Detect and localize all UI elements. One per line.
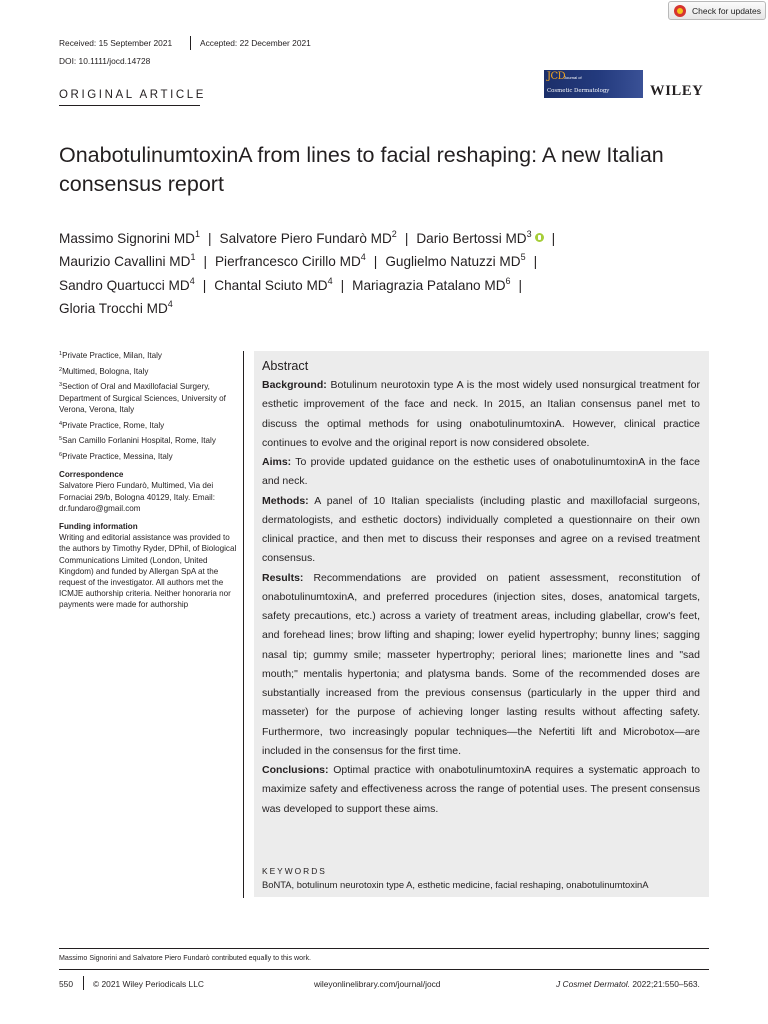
author[interactable]: Pierfrancesco Cirillo $MD^4$ [214, 252, 366, 270]
author[interactable]: Mariagrazia Patalano $MD^6$ [352, 275, 511, 293]
affiliation: $^2$Multimed, Bologna, Italy [59, 366, 149, 376]
copyright: © 2021 Wiley Periodicals LLC [93, 979, 204, 989]
doi[interactable]: DOI: 10.1111/jocd.14728 [59, 56, 151, 66]
journal-url[interactable]: wileyonlinelibrary.com/journal/jocd [314, 979, 441, 989]
crossmark-icon [674, 5, 686, 17]
accepted-date: Accepted: 22 December 2021 [200, 38, 311, 48]
side-column [59, 350, 239, 615]
page-number: 550 [59, 979, 73, 989]
author[interactable]: Sandro Quartucci $MD^4$ [59, 275, 195, 293]
affiliation: $^3$Section of Oral and Maxillofacial Surgery, Department of Surgical Sciences, University of Verona, Verona, Italy [59, 382, 226, 414]
publisher-logo[interactable]: WILEY [650, 83, 704, 99]
abstract-aims: Aims: To provide updated guidance on the esthetic uses of onabotulinumtoxinA in the face and neck. [262, 456, 700, 488]
keywords-text: BoNTA, botulinum neurotoxin type A, esthetic medicine, facial reshaping, onabotulinumtoxinA [262, 879, 649, 890]
article-type: ORIGINAL ARTICLE [59, 89, 207, 101]
footer-rule [59, 969, 709, 970]
author[interactable]: Guglielmo Natuzzi $MD^5$ [385, 252, 526, 270]
author[interactable]: Chantal Sciuto $MD^4$ [214, 275, 333, 293]
check-for-updates-label: Check for updates [692, 5, 761, 16]
abstract-conclusions: Conclusions: Optimal practice with onabotulinumtoxinA requires a systematic approach to maximize safety and effectiveness across the range of potential uses. The present consensus was developed to support these aims. [262, 764, 700, 815]
author[interactable]: Gloria Trocchi $MD^4$ [59, 299, 173, 317]
funding-heading: Funding information [59, 521, 138, 531]
author-list: Massimo Signorini $MD^1$ | Salvatore Piero Fundarò $MD^2$ | Dario Bertossi $MD^3$ | Maurizio Cavallini $MD^1$ | Pierfrancesco Cirillo $MD^4$ | Guglielmo Natuzzi $MD^5$ | Sandro Quartucci $MD^4$ | Chantal Sciuto $MD^4$ | Mariagrazia Patalano $MD^6$ | Gloria Trocchi $MD^4$ [59, 229, 556, 317]
affiliation: $^5$San Camillo Forlanini Hospital, Rome, Italy [59, 436, 216, 446]
author[interactable]: Maurizio Cavallini $MD^1$ [59, 252, 196, 270]
affiliation: $^4$Private Practice, Rome, Italy [59, 420, 165, 430]
column-divider [243, 351, 244, 898]
correspondence-text: Salvatore Piero Fundarò, Multimed, Via dei Fornaciai 29/b, Bologna 40129, Italy. Email: dr.fundaro@gmail.com [59, 481, 215, 513]
abstract-body [262, 376, 700, 819]
equal-contribution-note: Massimo Signorini and Salvatore Piero Fundarò contributed equally to this work. [59, 954, 311, 962]
author[interactable]: Dario Bertossi $MD^3$ [416, 231, 543, 246]
affiliation: $^1$Private Practice, Milan, Italy [59, 351, 162, 360]
journal-logo-small: Journal of [564, 75, 582, 80]
meta-divider [190, 36, 191, 50]
journal-logo[interactable] [544, 70, 643, 98]
orcid-icon[interactable] [535, 233, 544, 242]
footer-divider [83, 976, 84, 990]
funding-text: Writing and editorial assistance was provided to the authors by Timothy Ryder, DPhil, of Biological Communications Limited (London, United Kingdom) and funded by Allergan SpA at the request of the investigator. All authors met the ICMJE authorship criteria. Neither honoraria nor payments were made for authorship [59, 533, 237, 610]
check-for-updates-button[interactable] [668, 1, 766, 20]
received-date: Received: 15 September 2021 [59, 38, 173, 48]
abstract-results: Results: Recommendations are provided on patient assessment, reconstitution of onabotulinumtoxinA, and preferred procedures (injection sites, doses, anatomical targets, safety precautions, etc.) across a variety of treatment areas, including glabellar, crow's feet, and forehead lines; brow lifting and shaping; lower eyelid hypertrophy; bunny lines; sagging nasal tip; gummy smile; masseter hypertrophy; perioral lines; marionette lines and "sad mouth;" mentalis hypertonia; and platysma bands. Some of the recommended doses are substantially increased from the previous consensus (particularly in the upper third and masseter) for the purpose of achieving longer lasting results without affecting safety. Furthermore, two increasingly popular techniques—the Nefertiti lift and Microbotox—are included in the consensus for the first time. [262, 571, 700, 757]
abstract-methods: Methods: A panel of 10 Italian specialists (including plastic and maxillofacial surgeons, dermatologists, and esthetic doctors) individually completed a questionnaire on their own clinical practice, and then met to discuss their responses and agree on a revised treatment consensus. [262, 494, 700, 565]
author[interactable]: Salvatore Piero Fundarò $MD^2$ [219, 229, 397, 246]
affiliation: $^6$Private Practice, Messina, Italy [59, 451, 173, 461]
author[interactable]: Massimo Signorini $MD^1$ [59, 229, 200, 246]
keywords-heading: KEYWORDS [262, 866, 327, 876]
abstract-heading: Abstract [262, 359, 309, 373]
correspondence-heading: Correspondence [59, 470, 124, 480]
footnote-rule [59, 948, 709, 949]
abstract-background: Background: Botulinum neurotoxin type A is the most widely used nonsurgical treatment for esthetic improvement of the face and neck. In 2015, an Italian consensus panel met to discuss the optimal methods for using onabotulinumtoxinA. However, clinical practice continues to evolve and the original report is now considered obsolete. [262, 379, 700, 449]
journal-logo-mark: JCD [547, 71, 566, 82]
article-title: OnabotulinumtoxinA from lines to facial reshaping: A new Italian consensus report [59, 143, 664, 196]
citation: J Cosmet Dermatol. 2022;21:550–563. [556, 979, 700, 989]
journal-logo-name: Cosmetic Dermatology [547, 88, 610, 94]
article-type-underline [59, 105, 200, 106]
